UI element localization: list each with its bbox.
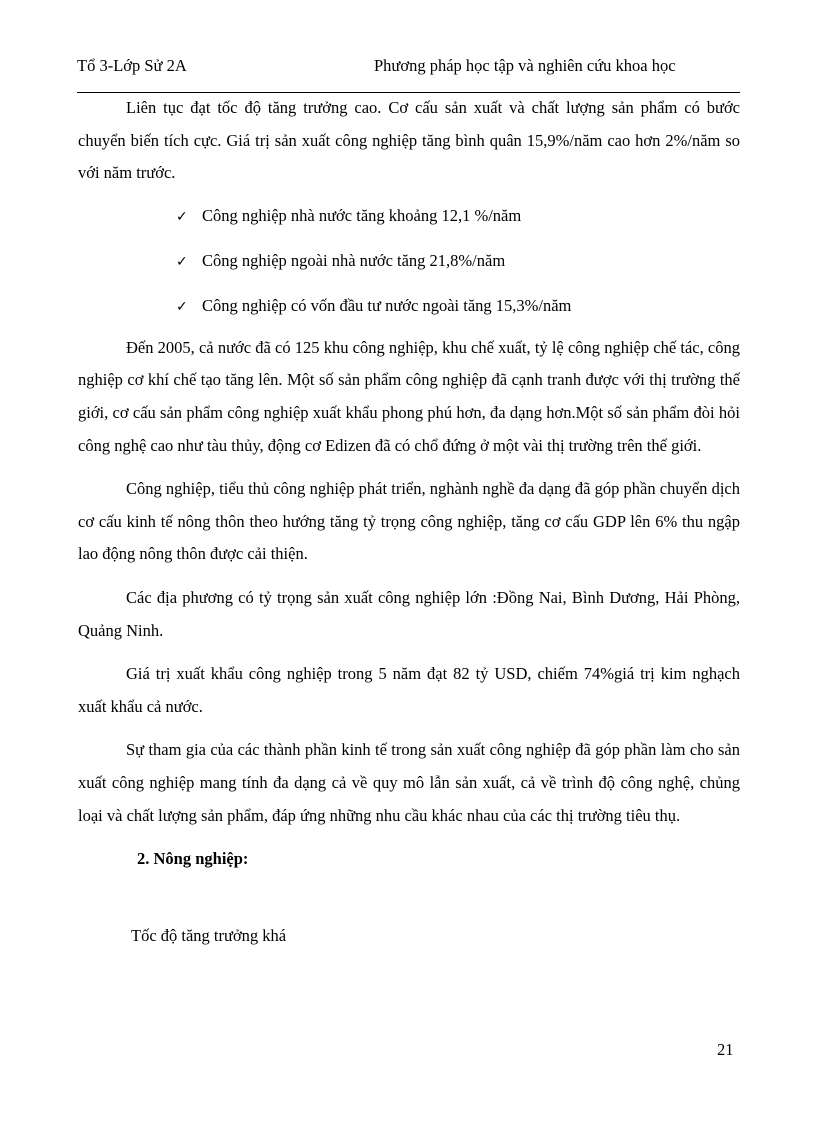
paragraph: Liên tục đạt tốc độ tăng trưởng cao. Cơ cấu sản xuất và chất lượng sản phẩm có bước chuyển biến tích cực. Giá trị sản xuất công nghiệp tăng bình quân 15,9%/năm cao hơn 2%/năm so với năm trước. (78, 98, 740, 183)
checklist-item-text: Công nghiệp có vốn đầu tư nước ngoài tăng 15,3%/năm (202, 295, 572, 315)
header-right-text: Phương pháp học tập và nghiên cứu khoa học (374, 56, 676, 75)
checkmark-icon: ✓ (176, 298, 188, 315)
document-body (78, 92, 740, 952)
checklist (78, 194, 740, 329)
page-number: 21 (717, 1040, 734, 1059)
paragraph: Công nghiệp, tiểu thủ công nghiệp phát triển, nghành nghề đa dạng đã góp phần chuyển dịch cơ cấu kinh tế nông thôn theo hướng tăng tỷ trọng công nghiệp, tăng cơ cấu GDP lên 6% thu ngập lao động nông thôn được cải thiện. (78, 479, 740, 564)
checkmark-icon: ✓ (176, 253, 188, 270)
section-heading: 2. Nông nghiệp: (137, 849, 249, 869)
checklist-item-text: Công nghiệp ngoài nhà nước tăng 21,8%/năm (202, 250, 506, 270)
paragraph: Giá trị xuất khẩu công nghiệp trong 5 năm đạt 82 tỷ USD, chiếm 74%giá trị kim nghạch xuất khẩu cả nước. (78, 664, 740, 716)
paragraph: Sự tham gia của các thành phần kinh tế trong sản xuất công nghiệp đã góp phần làm cho sản xuất công nghiệp mang tính đa dạng cả về quy mô lẫn sản xuất, cả về trình độ công nghệ, chủng loại và chất lượng sản phẩm, đáp ứng những nhu cầu khác nhau của các thị trường tiêu thụ. (78, 740, 740, 825)
checklist-item (176, 239, 740, 284)
header-left-text: Tổ 3-Lớp Sử 2A (77, 56, 187, 75)
checklist-item (176, 284, 740, 329)
paragraph: Các địa phương có tỷ trọng sản xuất công nghiệp lớn :Đồng Nai, Bình Dương, Hải Phòng, Quảng Ninh. (78, 587, 740, 640)
checkmark-icon: ✓ (176, 208, 188, 225)
paragraph: Đến 2005, cả nước đã có 125 khu công nghiệp, khu chế xuất, tỷ lệ công nghiệp chế tác, công nghiệp cơ khí chế tạo tăng lên. Một số sản phẩm công nghiệp đã cạnh tranh được với thị trường thế giới, cơ cấu sản phẩm công nghiệp xuất khẩu phong phú hơn, đa dạng hơn.Một số sản phẩm đòi hỏi công nghệ cao như tàu thủy, động cơ Edizen đã có chổ đứng ở một vài thị trường trên thế giới. (78, 337, 740, 455)
page-header (77, 52, 740, 93)
checklist-item (176, 194, 740, 239)
section-text: Tốc độ tăng trưởng khá (131, 925, 287, 945)
checklist-item-text: Công nghiệp nhà nước tăng khoảng 12,1 %/năm (202, 205, 522, 225)
